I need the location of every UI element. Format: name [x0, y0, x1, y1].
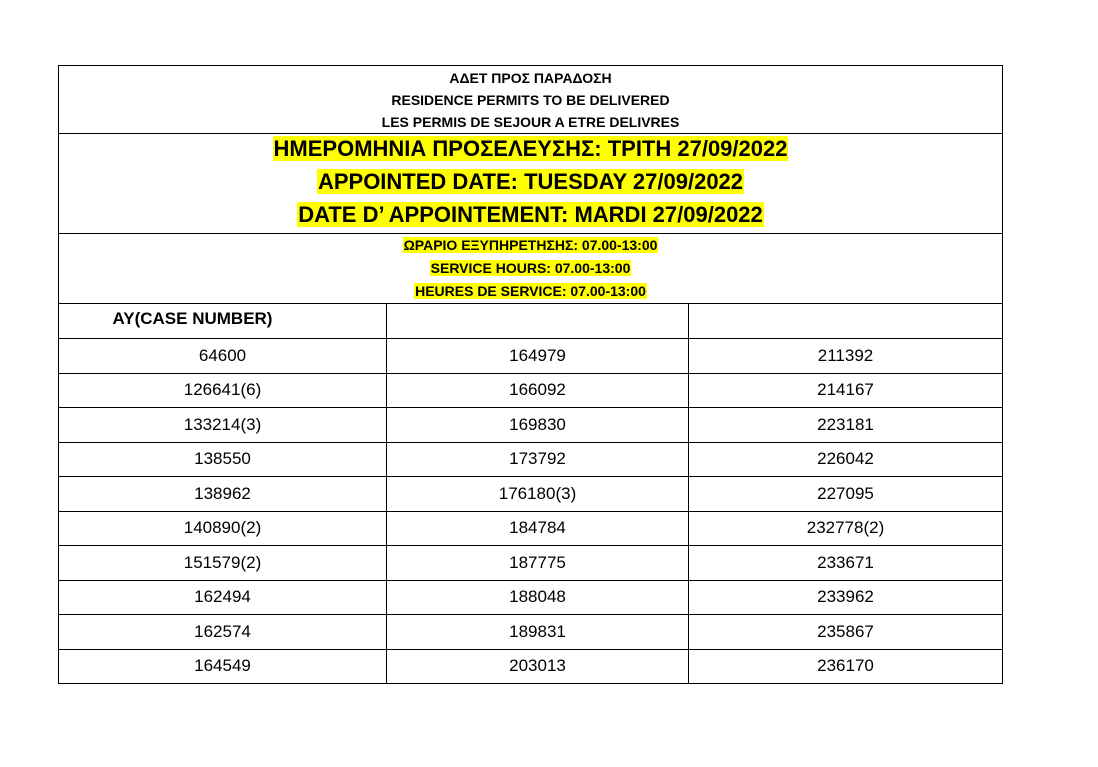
case-number-cell: 227095 [689, 477, 1003, 512]
case-number-cell: 233962 [689, 580, 1003, 615]
table-row [59, 339, 1003, 374]
case-number-cell: 184784 [387, 511, 689, 546]
table-row [59, 442, 1003, 477]
case-number-cell: 169830 [387, 408, 689, 443]
case-number-cell: 236170 [689, 649, 1003, 684]
case-number-cell: 126641(6) [59, 373, 387, 408]
table-row [59, 373, 1003, 408]
column-header-1: ΑΥ(CASE NUMBER) [59, 304, 387, 339]
table-row [59, 580, 1003, 615]
case-number-cell: 140890(2) [59, 511, 387, 546]
case-number-cell: 235867 [689, 615, 1003, 650]
hours-french: HEURES DE SERVICE: 07.00-13:00 [415, 283, 646, 299]
hours-cell [59, 234, 1003, 304]
case-number-cell: 189831 [387, 615, 689, 650]
case-number-cell: 223181 [689, 408, 1003, 443]
case-number-cell: 226042 [689, 442, 1003, 477]
case-number-cell: 138550 [59, 442, 387, 477]
case-number-cell: 211392 [689, 339, 1003, 374]
case-number-cell: 164979 [387, 339, 689, 374]
table-row [59, 615, 1003, 650]
hours-row [59, 234, 1003, 304]
date-english: APPOINTED DATE: TUESDAY 27/09/2022 [317, 169, 744, 194]
case-number-cell: 138962 [59, 477, 387, 512]
case-number-cell: 166092 [387, 373, 689, 408]
hours-english: SERVICE HOURS: 07.00-13:00 [430, 260, 631, 276]
case-number-cell: 151579(2) [59, 546, 387, 581]
table-row [59, 546, 1003, 581]
case-number-cell: 188048 [387, 580, 689, 615]
hours-greek: ΩΡΑΡΙΟ ΕΞΥΠΗΡΕΤΗΣΗΣ: 07.00-13:00 [403, 237, 658, 253]
title-french: LES PERMIS DE SEJOUR A ETRE DELIVRES [381, 113, 680, 130]
case-number-cell: 162574 [59, 615, 387, 650]
table-row [59, 649, 1003, 684]
date-row [59, 134, 1003, 234]
date-cell [59, 134, 1003, 234]
case-number-cell: 164549 [59, 649, 387, 684]
column-header-row [59, 304, 1003, 339]
permits-table [58, 65, 1003, 684]
table-row [59, 477, 1003, 512]
case-number-cell: 232778(2) [689, 511, 1003, 546]
column-header-3 [689, 304, 1003, 339]
column-header-2 [387, 304, 689, 339]
case-number-cell: 187775 [387, 546, 689, 581]
title-row [59, 66, 1003, 134]
title-greek: ΑΔΕΤ ΠΡΟΣ ΠΑΡΑΔΟΣΗ [449, 69, 612, 86]
title-english: RESIDENCE PERMITS TO BE DELIVERED [391, 91, 670, 108]
case-number-cell: 173792 [387, 442, 689, 477]
case-number-cell: 133214(3) [59, 408, 387, 443]
case-number-cell: 64600 [59, 339, 387, 374]
date-greek: ΗΜΕΡΟΜΗΝΙΑ ΠΡΟΣΕΛΕΥΣΗΣ: ΤΡΙΤΗ 27/09/2022 [273, 136, 788, 161]
case-number-cell: 203013 [387, 649, 689, 684]
case-number-cell: 214167 [689, 373, 1003, 408]
table-row [59, 511, 1003, 546]
case-number-cell: 176180(3) [387, 477, 689, 512]
case-number-cell: 233671 [689, 546, 1003, 581]
date-french: DATE D’ APPOINTEMENT: MARDI 27/09/2022 [298, 202, 763, 227]
table-row [59, 408, 1003, 443]
case-number-cell: 162494 [59, 580, 387, 615]
title-cell [59, 66, 1003, 134]
